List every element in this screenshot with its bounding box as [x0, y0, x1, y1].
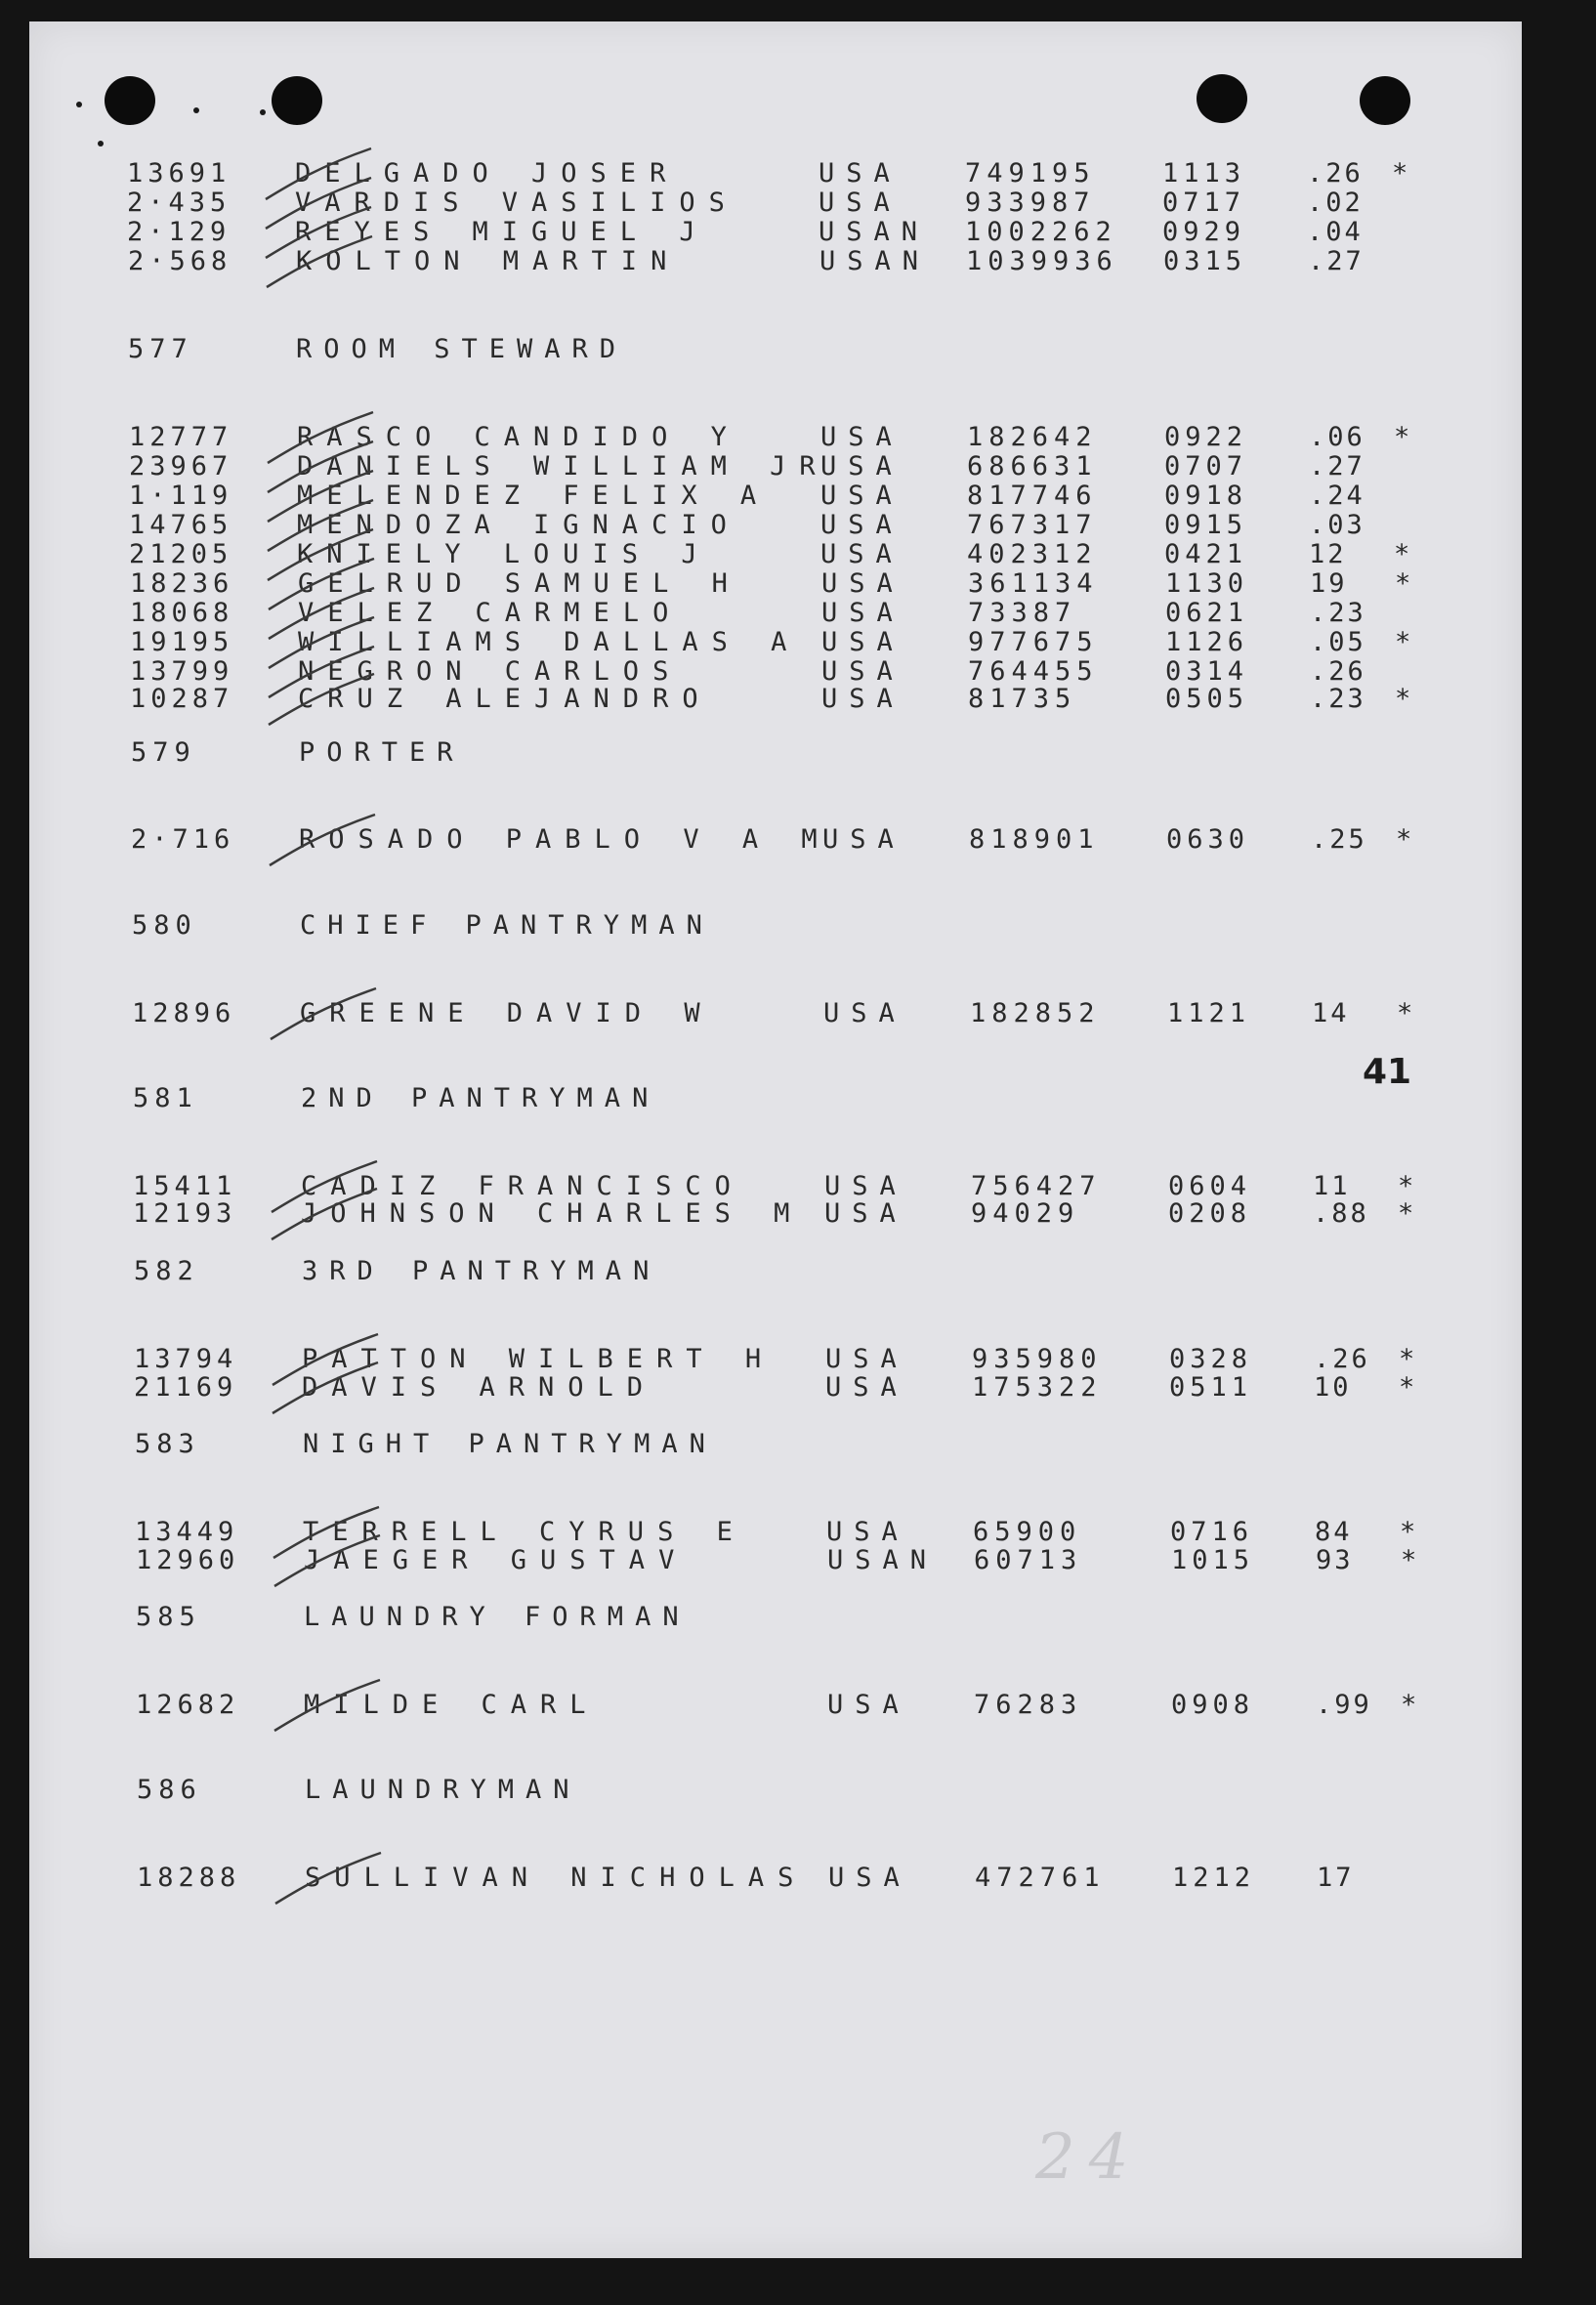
document-number: 749195	[965, 158, 1096, 189]
document-number: 767317	[967, 510, 1098, 540]
employee-id: 18288	[137, 1863, 241, 1893]
citizenship: USA	[821, 598, 904, 628]
section-code: 583	[135, 1429, 200, 1459]
document-number: 817746	[967, 481, 1098, 511]
date-code: 0604	[1168, 1171, 1252, 1201]
employee-id: 10287	[130, 684, 234, 714]
employee-id: 12682	[136, 1690, 240, 1720]
citizenship: USA	[825, 1372, 908, 1403]
employee-id: 2·129	[127, 217, 231, 247]
document-number: 764455	[968, 656, 1099, 687]
citizenship: USA	[820, 510, 903, 540]
asterisk-mark: *	[1398, 1198, 1414, 1229]
date-code: 0505	[1165, 684, 1249, 714]
employee-id: 1·119	[129, 481, 233, 511]
employee-name: CADIZ FRANCISCO	[301, 1171, 744, 1201]
rate: .03	[1309, 510, 1365, 540]
employee-name: KNIELY LOUIS J	[297, 539, 711, 569]
document-page	[29, 21, 1522, 2258]
document-number: 686631	[967, 451, 1098, 482]
asterisk-mark: *	[1399, 1372, 1415, 1403]
document-number: 361134	[968, 568, 1099, 599]
employee-id: 12896	[132, 998, 236, 1028]
rate: .05	[1310, 627, 1366, 657]
employee-name: NEGRON CARLOS	[298, 656, 683, 687]
citizenship: USA	[828, 1863, 911, 1893]
date-code: 0621	[1165, 598, 1249, 628]
citizenship: USA	[824, 1198, 907, 1229]
asterisk-mark: *	[1401, 1690, 1417, 1720]
document-number: 175322	[972, 1372, 1103, 1403]
employee-id: 14765	[129, 510, 233, 540]
rate: .26	[1307, 158, 1364, 189]
rate: 84	[1315, 1517, 1353, 1547]
date-code: 1126	[1165, 627, 1249, 657]
section-code: 582	[134, 1256, 199, 1286]
employee-name: JAEGER GUSTAV	[304, 1545, 689, 1575]
citizenship: USA	[827, 1690, 910, 1720]
section-code: 577	[128, 334, 193, 364]
rate: .04	[1307, 217, 1364, 247]
employee-id: 2·435	[127, 188, 231, 218]
section-code: 580	[132, 910, 197, 941]
ink-speck	[98, 141, 104, 147]
asterisk-mark: *	[1399, 1344, 1415, 1374]
rate: 14	[1312, 998, 1350, 1028]
section-code: 579	[131, 737, 196, 768]
citizenship: USA	[821, 627, 904, 657]
rate: .27	[1309, 451, 1365, 482]
rate: 11	[1313, 1171, 1351, 1201]
date-code: 0915	[1164, 510, 1248, 540]
citizenship: USA	[820, 451, 903, 482]
asterisk-mark: *	[1398, 1171, 1414, 1201]
employee-id: 12960	[136, 1545, 240, 1575]
rate: .06	[1309, 422, 1365, 452]
punch-hole	[272, 76, 322, 125]
citizenship: USAN	[819, 217, 930, 247]
citizenship: USA	[820, 539, 903, 569]
rate: .26	[1310, 656, 1366, 687]
date-code: 0918	[1164, 481, 1248, 511]
date-code: 1113	[1162, 158, 1246, 189]
date-code: 0908	[1171, 1690, 1255, 1720]
asterisk-mark: *	[1392, 158, 1408, 189]
section-title: LAUNDRYMAN	[305, 1775, 581, 1805]
asterisk-mark: *	[1400, 1517, 1416, 1547]
asterisk-mark: *	[1396, 824, 1412, 855]
date-code: 0929	[1162, 217, 1246, 247]
document-number: 73387	[968, 598, 1077, 628]
employee-id: 13449	[135, 1517, 239, 1547]
rate: .25	[1311, 824, 1367, 855]
employee-name: KOLTON MARTIN	[296, 246, 681, 276]
rate: .02	[1307, 188, 1364, 218]
document-number: 1002262	[965, 217, 1117, 247]
ink-speck	[260, 109, 266, 115]
document-number: 472761	[975, 1863, 1106, 1893]
asterisk-mark: *	[1395, 627, 1411, 657]
citizenship: USA	[820, 422, 903, 452]
employee-name: MELENDEZ FELIX A	[297, 481, 771, 511]
ink-speck	[193, 107, 199, 113]
rate: 19	[1310, 568, 1348, 599]
date-code: 0328	[1169, 1344, 1253, 1374]
rate: .23	[1310, 598, 1366, 628]
section-code: 586	[137, 1775, 202, 1805]
document-number: 402312	[967, 539, 1098, 569]
employee-name: PATTON WILBERT H	[302, 1344, 776, 1374]
citizenship: USA	[819, 158, 902, 189]
rate: .99	[1316, 1690, 1372, 1720]
document-number: 76283	[974, 1690, 1083, 1720]
date-code: 1212	[1172, 1863, 1256, 1893]
section-title: 3RD PANTRYMAN	[302, 1256, 661, 1286]
citizenship: USAN	[827, 1545, 939, 1575]
section-title: ROOM STEWARD	[296, 334, 628, 364]
employee-id: 12777	[129, 422, 233, 452]
rate: 10	[1314, 1372, 1352, 1403]
rate: .23	[1310, 684, 1366, 714]
employee-name: WILLIAMS DALLAS A	[298, 627, 801, 657]
employee-name: JOHNSON CHARLES M	[301, 1198, 804, 1229]
employee-id: 21205	[129, 539, 233, 569]
rate: .88	[1313, 1198, 1369, 1229]
citizenship: USA	[825, 1344, 908, 1374]
document-number: 933987	[965, 188, 1096, 218]
document-number: 1039936	[966, 246, 1118, 276]
document-number: 977675	[968, 627, 1099, 657]
citizenship: USA	[819, 188, 902, 218]
employee-name: MILDE CARL	[304, 1690, 600, 1720]
date-code: 0208	[1168, 1198, 1252, 1229]
citizenship: USA	[823, 998, 906, 1028]
rate: 93	[1316, 1545, 1354, 1575]
employee-name: CRUZ ALEJANDRO	[298, 684, 712, 714]
asterisk-mark: *	[1394, 539, 1410, 569]
employee-id: 2·716	[131, 824, 235, 855]
employee-name: MENDOZA IGNACIO	[297, 510, 740, 540]
punch-hole	[105, 76, 155, 125]
citizenship: USA	[821, 656, 904, 687]
employee-id: 13794	[134, 1344, 238, 1374]
employee-name: DANIELS WILLIAM JR	[297, 451, 829, 482]
employee-id: 12193	[133, 1198, 237, 1229]
rate: .27	[1308, 246, 1365, 276]
rate: .24	[1309, 481, 1365, 511]
employee-name: DAVIS ARNOLD	[302, 1372, 657, 1403]
employee-name: GREENE DAVID W	[300, 998, 714, 1028]
employee-name: VELEZ CARMELO	[298, 598, 683, 628]
asterisk-mark: *	[1397, 998, 1413, 1028]
asterisk-mark: *	[1394, 422, 1410, 452]
section-title: 2ND PANTRYMAN	[301, 1083, 660, 1113]
employee-name: GELRUD SAMUEL H	[298, 568, 741, 599]
citizenship: USA	[826, 1517, 909, 1547]
section-code: 585	[136, 1602, 201, 1632]
section-title: CHIEF PANTRYMAN	[300, 910, 714, 941]
section-title: PORTER	[299, 737, 465, 768]
ink-speck	[76, 102, 82, 107]
date-code: 0315	[1163, 246, 1247, 276]
asterisk-mark: *	[1401, 1545, 1417, 1575]
citizenship: USA	[822, 824, 905, 855]
employee-id: 23967	[129, 451, 233, 482]
employee-id: 21169	[134, 1372, 238, 1403]
rate: 12	[1309, 539, 1347, 569]
document-number: 182642	[967, 422, 1098, 452]
employee-name: DELGADO JOSER	[295, 158, 680, 189]
date-code: 0630	[1166, 824, 1250, 855]
date-code: 1015	[1171, 1545, 1255, 1575]
employee-name: RASCO CANDIDO Y	[297, 422, 740, 452]
date-code: 0716	[1170, 1517, 1254, 1547]
employee-id: 15411	[133, 1171, 237, 1201]
employee-name: TERRELL CYRUS E	[303, 1517, 746, 1547]
document-number: 94029	[971, 1198, 1080, 1229]
date-code: 0421	[1164, 539, 1248, 569]
document-number: 756427	[971, 1171, 1102, 1201]
document-number: 65900	[973, 1517, 1082, 1547]
employee-id: 13691	[127, 158, 231, 189]
date-code: 1121	[1167, 998, 1251, 1028]
employee-name: REYES MIGUEL J	[295, 217, 709, 247]
document-number: 818901	[969, 824, 1100, 855]
document-number: 935980	[972, 1344, 1103, 1374]
employee-id: 18236	[130, 568, 234, 599]
date-code: 0717	[1162, 188, 1246, 218]
date-code: 0511	[1169, 1372, 1253, 1403]
punch-hole	[1360, 76, 1410, 125]
section-code: 581	[133, 1083, 198, 1113]
rate: 17	[1317, 1863, 1355, 1893]
citizenship: USAN	[819, 246, 931, 276]
asterisk-mark: *	[1395, 684, 1411, 714]
folio-mark: 24	[1035, 2121, 1143, 2194]
employee-id: 19195	[130, 627, 234, 657]
asterisk-mark: *	[1395, 568, 1411, 599]
section-title: LAUNDRY FORMAN	[304, 1602, 691, 1632]
document-number: 182852	[970, 998, 1101, 1028]
employee-name: ROSADO PABLO V A M	[299, 824, 831, 855]
employee-name: SULLIVAN NICHOLAS	[305, 1863, 808, 1893]
date-code: 0922	[1164, 422, 1248, 452]
date-code: 0314	[1165, 656, 1249, 687]
document-number: 60713	[974, 1545, 1083, 1575]
date-code: 1130	[1165, 568, 1249, 599]
citizenship: USA	[824, 1171, 907, 1201]
employee-name: VARDIS VASILIOS	[295, 188, 738, 218]
citizenship: USA	[820, 481, 903, 511]
employee-id: 2·568	[128, 246, 232, 276]
section-title: NIGHT PANTRYMAN	[303, 1429, 717, 1459]
citizenship: USA	[821, 568, 904, 599]
employee-id: 13799	[130, 656, 234, 687]
document-number: 81735	[968, 684, 1077, 714]
employee-id: 18068	[130, 598, 234, 628]
citizenship: USA	[821, 684, 904, 714]
date-code: 0707	[1164, 451, 1248, 482]
rate: .26	[1314, 1344, 1370, 1374]
punch-hole	[1197, 74, 1247, 123]
page-number: 41	[1363, 1052, 1412, 1092]
